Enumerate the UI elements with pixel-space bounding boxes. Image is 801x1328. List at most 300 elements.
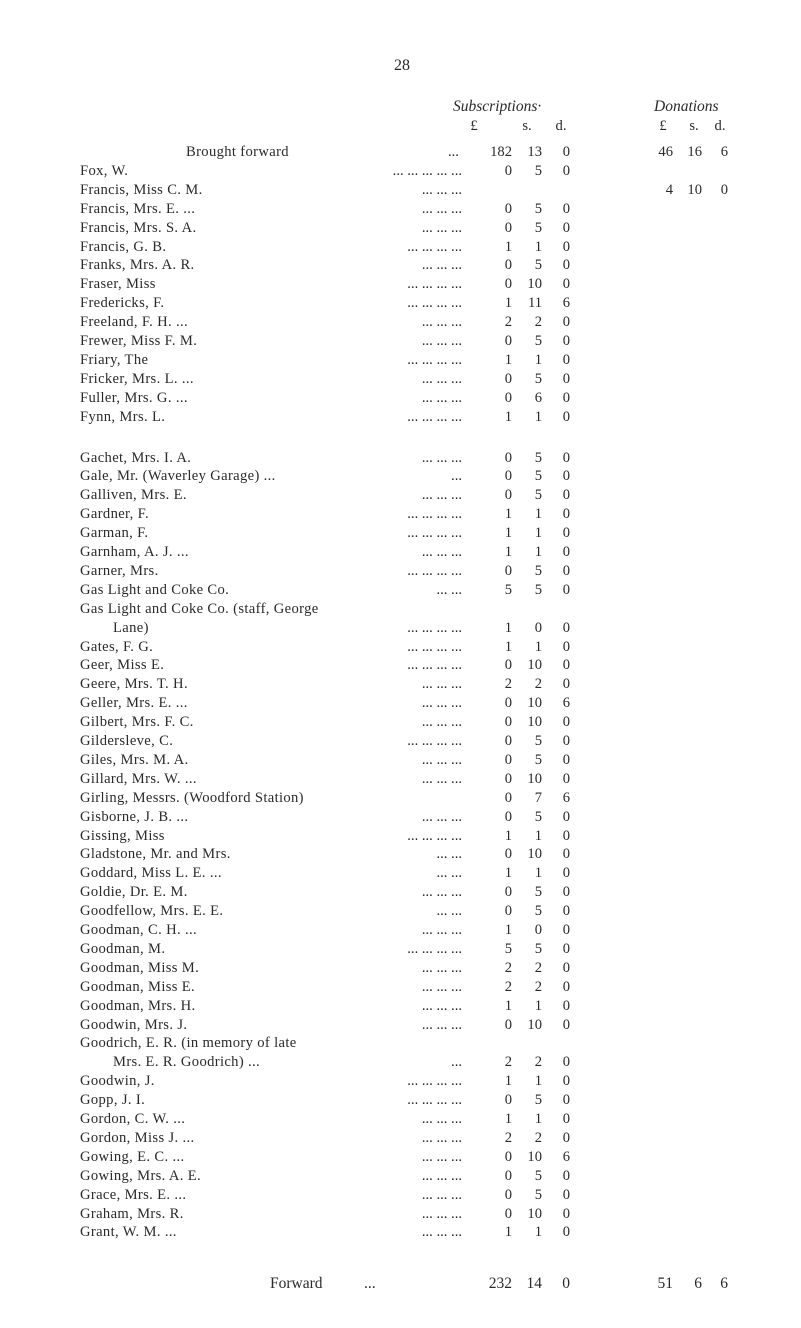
leader-dots: ... ... ... ... ... <box>392 162 462 179</box>
donations-shillings: 16 <box>687 144 702 160</box>
leader-dots: ... ... ... <box>421 544 462 560</box>
subs-shillings: 2 <box>534 1054 542 1071</box>
subs-shillings: 10 <box>527 1148 542 1165</box>
subscriber-name: Goodwin, J. <box>80 1073 155 1090</box>
subscriber-name: Graham, Mrs. R. <box>80 1205 184 1222</box>
subs-shillings: 1 <box>534 827 542 844</box>
subs-pounds: 1 <box>504 525 512 542</box>
subscriber-name: Giles, Mrs. M. A. <box>80 751 189 768</box>
subs-shillings: 13 <box>527 144 542 160</box>
subs-pounds: 0 <box>504 657 512 674</box>
leader-dots: ... ... ... ... <box>407 1073 462 1090</box>
subs-pounds: 0 <box>504 276 512 293</box>
subs-pounds: 0 <box>504 846 512 863</box>
leader-dots: ... ... <box>436 903 462 920</box>
subs-pounds: 1 <box>504 1224 512 1241</box>
subs-pence: 0 <box>562 1092 570 1109</box>
subs-pounds: 1 <box>504 506 512 523</box>
subs-shillings: 10 <box>527 276 542 293</box>
leader-dots: ... ... ... ... <box>407 733 462 749</box>
subs-pounds: 1 <box>504 922 512 938</box>
subscriber-row <box>0 1110 801 1129</box>
subs-shillings: 5 <box>534 370 542 387</box>
subscriber-name: Girling, Messrs. (Woodford Station) <box>80 789 304 806</box>
donations-pence-unit: d. <box>714 118 726 134</box>
subs-pounds: 2 <box>504 978 512 995</box>
donations-pence: 6 <box>720 144 728 160</box>
subscriber-name: Francis, Miss C. M. <box>80 181 203 198</box>
subs-pence: 0 <box>562 922 570 938</box>
subs-pounds: 2 <box>504 959 512 976</box>
subs-pence: 0 <box>562 468 570 485</box>
subs-pence: 0 <box>562 827 570 844</box>
subs-pounds: 5 <box>504 940 512 957</box>
subscriber-row <box>0 883 801 902</box>
subscriber-name: Goodman, M. <box>80 940 166 957</box>
subs-pence: 6 <box>562 695 570 712</box>
subs-shillings: 5 <box>534 257 542 274</box>
subs-pence: 0 <box>562 978 570 995</box>
subscriber-row <box>0 581 801 600</box>
leader-dots: ... ... ... <box>421 1167 462 1184</box>
subs-pence: 0 <box>562 276 570 293</box>
subs-pence: 0 <box>562 389 570 406</box>
subs-shillings: 5 <box>534 808 542 825</box>
subscriber-name: Grant, W. M. ... <box>80 1224 177 1241</box>
subscriber-name: Fredericks, F. <box>80 295 165 312</box>
subs-pounds: 1 <box>504 1111 512 1127</box>
subs-shillings: 5 <box>534 940 542 957</box>
subs-pounds: 0 <box>504 751 512 768</box>
subs-pence: 0 <box>562 733 570 749</box>
subs-pence: 0 <box>562 1167 570 1184</box>
subscriber-row <box>0 181 801 200</box>
subscriber-name: Gillard, Mrs. W. ... <box>80 770 197 787</box>
subs-pence: 0 <box>562 506 570 523</box>
subs-pence: 0 <box>562 770 570 787</box>
leader-dots: ... ... ... <box>421 370 462 387</box>
subs-pence: 6 <box>562 295 570 312</box>
subs-pounds: 0 <box>504 562 512 579</box>
donations-pounds: 4 <box>665 181 673 198</box>
subscriber-name: Goodrich, E. R. (in memory of late <box>80 1035 297 1052</box>
subscriber-row <box>0 238 801 257</box>
subs-shillings: 5 <box>534 468 542 485</box>
subscriber-row <box>0 332 801 351</box>
subs-pence: 0 <box>562 408 570 425</box>
subscriber-name: Geer, Miss E. <box>80 657 165 674</box>
subscriber-name: Fox, W. <box>80 162 129 179</box>
subscriber-name: Gordon, Miss J. ... <box>80 1129 195 1146</box>
subs-pence: 0 <box>562 997 570 1014</box>
subs-pence: 0 <box>562 959 570 976</box>
subs-pounds: 182 <box>490 144 512 160</box>
leader-dots: ... <box>451 1054 462 1071</box>
subscriber-row <box>0 313 801 332</box>
subscriber-row <box>0 940 801 959</box>
subscriber-row <box>0 1091 801 1110</box>
subscriber-name: Gordon, C. W. ... <box>80 1111 186 1127</box>
subs-pounds: 0 <box>504 733 512 749</box>
subs-shillings: 10 <box>527 657 542 674</box>
subscriber-row <box>0 1148 801 1167</box>
leader-dots: ... ... ... <box>421 1111 462 1127</box>
leader-dots: ... ... <box>436 865 462 882</box>
subs-shillings: 5 <box>534 884 542 901</box>
subscriber-row <box>0 1053 801 1072</box>
forward-donations-shillings: 6 <box>694 1275 702 1292</box>
subs-pence: 0 <box>562 638 570 655</box>
subscriber-row <box>0 808 801 827</box>
subscriber-row <box>0 1034 801 1053</box>
leader-dots: ... ... ... <box>421 200 462 217</box>
subs-pounds: 1 <box>504 638 512 655</box>
subscriber-name: Mrs. E. R. Goodrich) ... <box>113 1054 261 1071</box>
subscriber-name: Gowing, Mrs. A. E. <box>80 1167 202 1184</box>
subs-shillings: 5 <box>534 333 542 349</box>
subs-pounds: 0 <box>504 1016 512 1033</box>
subs-shillings: 1 <box>534 544 542 560</box>
subs-shillings: 1 <box>534 865 542 882</box>
leader-dots: ... ... ... <box>421 449 462 466</box>
subscriber-row <box>0 1167 801 1186</box>
subscriber-name: Francis, G. B. <box>80 238 167 255</box>
subs-shillings: 1 <box>534 351 542 368</box>
subscriber-name: Freeland, F. H. ... <box>80 314 189 331</box>
leader-dots: ... ... ... <box>421 389 462 406</box>
subs-shillings: 1 <box>534 1073 542 1090</box>
subs-shillings: 5 <box>534 449 542 466</box>
subs-pounds: 0 <box>504 162 512 179</box>
subscriber-name: Fricker, Mrs. L. ... <box>80 370 194 387</box>
subs-shillings: 1 <box>534 525 542 542</box>
subs-pence-unit: d. <box>555 118 567 134</box>
subscriber-name: Gas Light and Coke Co. (staff, George <box>80 600 319 617</box>
subs-shilling-unit: s. <box>522 118 532 134</box>
subs-pence: 0 <box>562 238 570 255</box>
subs-shillings: 5 <box>534 200 542 217</box>
subscriber-row <box>0 219 801 238</box>
subs-shillings: 10 <box>527 695 542 712</box>
leader-dots: ... ... ... ... <box>407 562 462 579</box>
subs-pence: 0 <box>562 714 570 731</box>
subs-shillings: 2 <box>534 676 542 693</box>
donations-heading: Donations <box>654 98 719 115</box>
subs-pounds: 0 <box>504 695 512 712</box>
subs-pounds: 0 <box>504 449 512 466</box>
leader-dots: ... ... ... <box>421 959 462 976</box>
subscriber-row <box>0 600 801 619</box>
leader-dots: ... ... ... ... <box>407 238 462 255</box>
subs-pence: 0 <box>562 487 570 504</box>
leader-dots: ... ... ... ... <box>407 657 462 674</box>
subscriber-name: Goodman, C. H. ... <box>80 922 197 938</box>
subs-pounds: 0 <box>504 1205 512 1222</box>
subscriptions-heading: Subscriptions· <box>453 98 542 115</box>
subs-pence: 0 <box>562 581 570 598</box>
subs-pence: 6 <box>562 1148 570 1165</box>
subs-pence: 0 <box>562 1073 570 1090</box>
subs-shillings: 1 <box>534 1224 542 1241</box>
subscriber-name: Goodwin, Mrs. J. <box>80 1016 188 1033</box>
subs-pence: 0 <box>562 370 570 387</box>
forward-subs-shillings: 14 <box>526 1275 542 1292</box>
subscriber-row <box>0 486 801 505</box>
subs-pounds: 0 <box>504 468 512 485</box>
subs-pence: 0 <box>562 257 570 274</box>
leader-dots: ... ... ... <box>421 487 462 504</box>
subscriber-row <box>0 713 801 732</box>
subs-shillings: 5 <box>534 487 542 504</box>
subscriber-row <box>0 978 801 997</box>
subs-shillings: 5 <box>534 162 542 179</box>
subs-pounds: 0 <box>504 808 512 825</box>
subs-pounds: 1 <box>504 619 512 636</box>
subscriber-row <box>0 200 801 219</box>
subs-pence: 0 <box>562 1111 570 1127</box>
subs-pence: 0 <box>562 865 570 882</box>
subs-pence: 0 <box>562 1054 570 1071</box>
subs-pence: 0 <box>562 808 570 825</box>
subs-shillings: 1 <box>534 997 542 1014</box>
subs-shillings: 2 <box>534 978 542 995</box>
forward-donations-pence: 6 <box>720 1275 728 1292</box>
subscriber-row <box>0 408 801 427</box>
subs-shillings: 1 <box>534 238 542 255</box>
leader-dots: ... ... ... <box>421 770 462 787</box>
subscriber-row <box>0 389 801 408</box>
leader-dots: ... ... ... <box>421 1224 462 1241</box>
subs-shillings: 5 <box>534 751 542 768</box>
leader-dots: ... ... ... ... <box>407 295 462 312</box>
subs-shillings: 11 <box>527 295 542 312</box>
subs-pounds: 1 <box>504 1073 512 1090</box>
subs-pounds: 0 <box>504 903 512 920</box>
subs-pounds: 1 <box>504 351 512 368</box>
leader-dots: ... ... ... <box>421 751 462 768</box>
subs-pence: 0 <box>562 657 570 674</box>
subscriber-name: Fuller, Mrs. G. ... <box>80 389 188 406</box>
subs-pounds: 0 <box>504 1186 512 1203</box>
subscriber-row <box>0 675 801 694</box>
subscriber-row <box>0 505 801 524</box>
leader-dots: ... ... ... ... <box>407 619 462 636</box>
subscriber-row <box>0 921 801 940</box>
subscriber-name: Fraser, Miss <box>80 276 156 293</box>
subscriber-row <box>0 694 801 713</box>
subscriber-row <box>0 562 801 581</box>
subscriber-name: Goodman, Mrs. H. <box>80 997 196 1014</box>
subs-pence: 0 <box>562 525 570 542</box>
subs-pounds: 0 <box>504 714 512 731</box>
subs-pounds: 1 <box>504 997 512 1014</box>
subscriber-name: Goddard, Miss L. E. ... <box>80 865 222 882</box>
subscriber-name: Gates, F. G. <box>80 638 154 655</box>
subs-pounds: 0 <box>504 333 512 349</box>
leader-dots: ... ... ... ... <box>407 506 462 523</box>
leader-dots: ... ... ... ... <box>407 940 462 957</box>
subs-shillings: 5 <box>534 581 542 598</box>
subs-pence: 0 <box>562 1186 570 1203</box>
subs-pound-unit: £ <box>470 118 478 134</box>
subs-pence: 0 <box>562 162 570 179</box>
subs-pounds: 2 <box>504 676 512 693</box>
subscriber-name: Geller, Mrs. E. ... <box>80 695 188 712</box>
leader-dots: ... ... ... ... <box>407 525 462 542</box>
subscriber-row <box>0 1016 801 1035</box>
subscriber-row <box>0 959 801 978</box>
subscriber-row <box>0 997 801 1016</box>
subscriber-row <box>0 275 801 294</box>
subs-pounds: 1 <box>504 827 512 844</box>
subscriber-row <box>0 524 801 543</box>
subs-pounds: 0 <box>504 389 512 406</box>
leader-dots: ... ... ... ... <box>407 638 462 655</box>
subs-pounds: 0 <box>504 1167 512 1184</box>
subs-pence: 0 <box>562 333 570 349</box>
subscriber-name: Franks, Mrs. A. R. <box>80 257 195 274</box>
subscriber-row <box>0 256 801 275</box>
page-number: 28 <box>394 57 410 74</box>
leader-dots: ... ... <box>436 581 462 598</box>
subs-shillings: 2 <box>534 314 542 331</box>
subscriber-name: Goodman, Miss E. <box>80 978 196 995</box>
subscriber-row <box>0 543 801 562</box>
subs-pounds: 1 <box>504 544 512 560</box>
subscriber-name: Goodfellow, Mrs. E. E. <box>80 903 224 920</box>
subs-pence: 0 <box>562 940 570 957</box>
leader-dots: ... <box>448 144 459 160</box>
subscriber-row <box>0 1129 801 1148</box>
subs-pounds: 0 <box>504 257 512 274</box>
leader-dots: ... ... ... <box>421 676 462 693</box>
subs-pence: 0 <box>562 1129 570 1146</box>
subscriber-name: Gisborne, J. B. ... <box>80 808 189 825</box>
forward-label: Forward <box>270 1275 323 1292</box>
subscriber-row <box>0 351 801 370</box>
subscriber-name: Garman, F. <box>80 525 149 542</box>
subs-pence: 0 <box>562 619 570 636</box>
subscriber-row <box>0 294 801 313</box>
subscriber-name: Gilbert, Mrs. F. C. <box>80 714 194 731</box>
subs-pounds: 0 <box>504 487 512 504</box>
leader-dots: ... ... ... ... <box>407 276 462 293</box>
subscriber-row <box>0 370 801 389</box>
subs-pounds: 0 <box>504 884 512 901</box>
subscriber-row <box>0 638 801 657</box>
subs-pounds: 0 <box>504 770 512 787</box>
brought-forward-label: Brought forward <box>186 144 289 160</box>
subscriber-row <box>0 449 801 468</box>
forward-donations-pounds: 51 <box>657 1275 673 1292</box>
subscriber-name: Gopp, J. I. <box>80 1092 146 1109</box>
subscriber-row <box>0 770 801 789</box>
forward-total-row <box>0 1274 801 1294</box>
subs-pence: 0 <box>562 1224 570 1241</box>
subscriber-name: Gissing, Miss <box>80 827 165 844</box>
donations-pounds: 46 <box>658 144 673 160</box>
leader-dots: ... ... ... <box>421 1129 462 1146</box>
subscriber-row <box>0 864 801 883</box>
leader-dots: ... ... ... <box>421 333 462 349</box>
subscriber-name: Gardner, F. <box>80 506 149 523</box>
subs-pence: 0 <box>562 903 570 920</box>
brought-forward-row <box>0 143 801 162</box>
subscriber-row <box>0 162 801 181</box>
subs-pence: 0 <box>562 544 570 560</box>
subs-pounds: 1 <box>504 238 512 255</box>
subs-pence: 0 <box>562 846 570 863</box>
subs-pounds: 0 <box>504 200 512 217</box>
leader-dots: ... ... ... <box>421 219 462 236</box>
subscriber-name: Gowing, E. C. ... <box>80 1148 185 1165</box>
subscriber-name: Gildersleve, C. <box>80 733 174 749</box>
subscriber-row <box>0 1186 801 1205</box>
subs-shillings: 5 <box>534 733 542 749</box>
subs-pounds: 5 <box>504 581 512 598</box>
subscriber-row <box>0 619 801 638</box>
subs-shillings: 5 <box>534 1092 542 1109</box>
subs-pence: 0 <box>562 751 570 768</box>
subscriber-name: Francis, Mrs. E. ... <box>80 200 196 217</box>
subscriber-row <box>0 845 801 864</box>
subscriber-name: Garner, Mrs. <box>80 562 159 579</box>
subs-pence: 0 <box>562 200 570 217</box>
subs-shillings: 2 <box>534 1129 542 1146</box>
leader-dots: ... ... ... <box>421 1148 462 1165</box>
leader-dots: ... ... ... ... <box>407 827 462 844</box>
subs-pounds: 0 <box>504 1148 512 1165</box>
subs-shillings: 6 <box>534 389 542 406</box>
subs-shillings: 5 <box>534 903 542 920</box>
subs-shillings: 10 <box>527 714 542 731</box>
leader-dots: ... ... ... ... <box>407 1092 462 1109</box>
leader-dots: ... ... ... <box>421 978 462 995</box>
subs-shillings: 10 <box>527 1016 542 1033</box>
subscriber-row <box>0 1072 801 1091</box>
subs-shillings: 10 <box>527 1205 542 1222</box>
subs-pence: 0 <box>562 351 570 368</box>
subscriber-row <box>0 656 801 675</box>
subscriber-name: Grace, Mrs. E. ... <box>80 1186 187 1203</box>
subs-pounds: 2 <box>504 1054 512 1071</box>
donations-shilling-unit: s. <box>689 118 699 134</box>
subscriber-name: Frewer, Miss F. M. <box>80 333 198 349</box>
donations-pound-unit: £ <box>659 118 667 134</box>
leader-dots: ... ... <box>436 846 462 863</box>
leader-dots: ... ... ... <box>421 808 462 825</box>
subs-pence: 0 <box>562 144 570 160</box>
leader-dots: ... ... ... <box>421 922 462 938</box>
subscriber-row <box>0 902 801 921</box>
subs-pounds: 0 <box>504 789 512 806</box>
subs-pounds: 0 <box>504 370 512 387</box>
subs-shillings: 0 <box>534 619 542 636</box>
subs-shillings: 5 <box>534 1186 542 1203</box>
subs-pence: 0 <box>562 884 570 901</box>
subs-pence: 0 <box>562 314 570 331</box>
leader-dots: ... ... ... ... <box>407 351 462 368</box>
subscriber-name: Gladstone, Mr. and Mrs. <box>80 846 231 863</box>
subs-pounds: 0 <box>504 219 512 236</box>
subscriber-name: Francis, Mrs. S. A. <box>80 219 197 236</box>
subs-shillings: 10 <box>527 846 542 863</box>
leader-dots: ... ... ... <box>421 695 462 712</box>
subs-shillings: 7 <box>534 789 542 806</box>
subs-shillings: 5 <box>534 562 542 579</box>
subscriber-name: Gale, Mr. (Waverley Garage) ... <box>80 468 276 485</box>
subs-pounds: 2 <box>504 1129 512 1146</box>
